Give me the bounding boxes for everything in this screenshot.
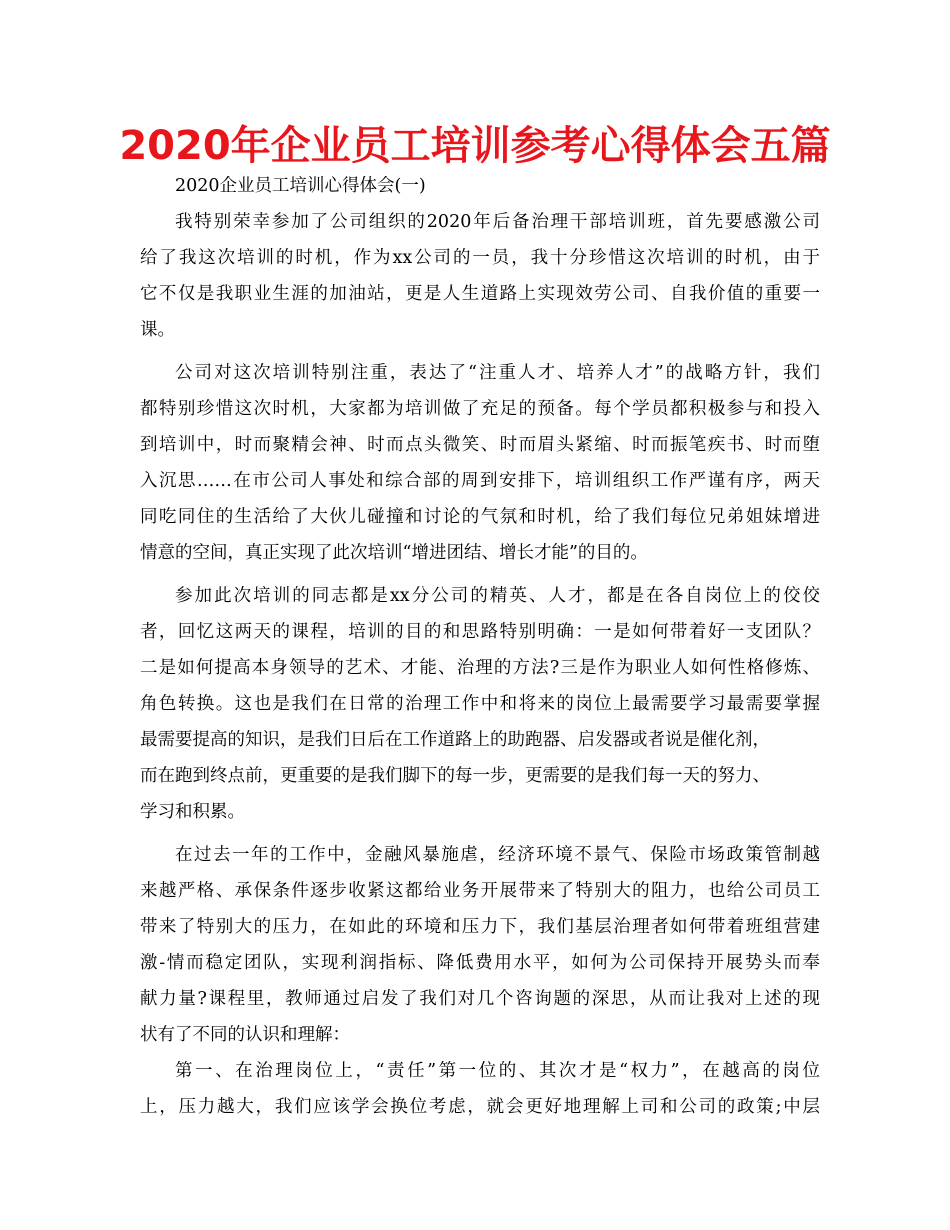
paragraph-line: 最需要提高的知识，是我们日后在工作道路上的助跑器、启发器或者说是催化剂， bbox=[140, 730, 770, 750]
paragraph-line: 入沉思……在市公司人事处和综合部的周到安排下，培训组织工作严谨有序，两天 bbox=[140, 471, 820, 491]
paragraph-line: 同吃同住的生活给了大伙儿碰撞和讨论的气氛和时机，给了我们每位兄弟姐妹增进 bbox=[140, 507, 820, 527]
paragraph-line: 它不仅是我职业生涯的加油站，更是人生道路上实现效劳公司、自我价值的重要一 bbox=[140, 284, 820, 304]
paragraph-line: 者，回忆这两天的课程，培训的目的和思路特别明确：一是如何带着好一支团队？ bbox=[140, 622, 820, 642]
paragraph-line: 课。 bbox=[140, 320, 175, 340]
paragraph-line: 角色转换。这也是我们在日常的治理工作中和将来的岗位上最需要学习最需要掌握 bbox=[140, 694, 820, 714]
paragraph-line: 状有了不同的认识和理解： bbox=[140, 1025, 350, 1045]
paragraph-2 bbox=[140, 355, 820, 571]
paragraph-line: 情意的空间，真正实现了此次培训“增进团结、增长才能”的目的。 bbox=[140, 543, 648, 563]
paragraph-line: 在过去一年的工作中，金融风暴施虐，经济环境不景气、保险市场政策管制越 bbox=[175, 845, 820, 865]
document-title: 2020年企业员工培训参考心得体会五篇 bbox=[119, 123, 831, 169]
paragraph-line: 参加此次培训的同志都是xx分公司的精英、人才，都是在各自岗位上的佼佼 bbox=[175, 586, 820, 606]
paragraph-line: 来越严格、承保条件逐步收紧这都给业务开展带来了特别大的阻力，也给公司员工 bbox=[140, 881, 820, 901]
paragraph-line: 而在跑到终点前，更重要的是我们脚下的每一步，更需要的是我们每一天的努力、 bbox=[140, 766, 770, 786]
paragraph-3 bbox=[140, 578, 820, 830]
paragraph-4 bbox=[140, 837, 820, 1053]
paragraph-line: 给了我这次培训的时机，作为xx公司的一员，我十分珍惜这次培训的时机，由于 bbox=[140, 248, 820, 268]
section-subtitle: 2020企业员工培训心得体会(一) bbox=[175, 176, 426, 196]
paragraph-line: 到培训中，时而聚精会神、时而点头微笑、时而眉头紧缩、时而振笔疾书、时而堕 bbox=[140, 435, 820, 455]
paragraph-1 bbox=[140, 204, 820, 348]
paragraph-line: 二是如何提高本身领导的艺术、才能、治理的方法?三是作为职业人如何性格修炼、 bbox=[140, 658, 820, 678]
paragraph-line: 激-情而稳定团队，实现利润指标、降低费用水平，如何为公司保持开展势头而奉 bbox=[140, 953, 820, 973]
paragraph-line: 我特别荣幸参加了公司组织的2020年后备治理干部培训班，首先要感激公司 bbox=[175, 212, 820, 232]
document-body bbox=[140, 168, 820, 1125]
paragraph-line: 公司对这次培训特别注重，表达了“注重人才、培养人才”的战略方针，我们 bbox=[175, 363, 820, 383]
paragraph-line: 学习和积累。 bbox=[140, 802, 245, 822]
paragraph-5 bbox=[140, 1053, 820, 1125]
paragraph-line: 献力量?课程里，教师通过启发了我们对几个咨询题的深思，从而让我对上述的现 bbox=[140, 989, 820, 1009]
paragraph-line: 上，压力越大，我们应该学会换位考虑，就会更好地理解上司和公司的政策;中层 bbox=[140, 1097, 820, 1117]
paragraph-line: 带来了特别大的压力，在如此的环境和压力下，我们基层治理者如何带着班组营建 bbox=[140, 917, 820, 937]
paragraph-line: 第一、在治理岗位上，“责任”第一位的、其次才是“权力”，在越高的岗位 bbox=[175, 1061, 820, 1081]
paragraph-line: 都特别珍惜这次时机，大家都为培训做了充足的预备。每个学员都积极参与和投入 bbox=[140, 399, 820, 419]
